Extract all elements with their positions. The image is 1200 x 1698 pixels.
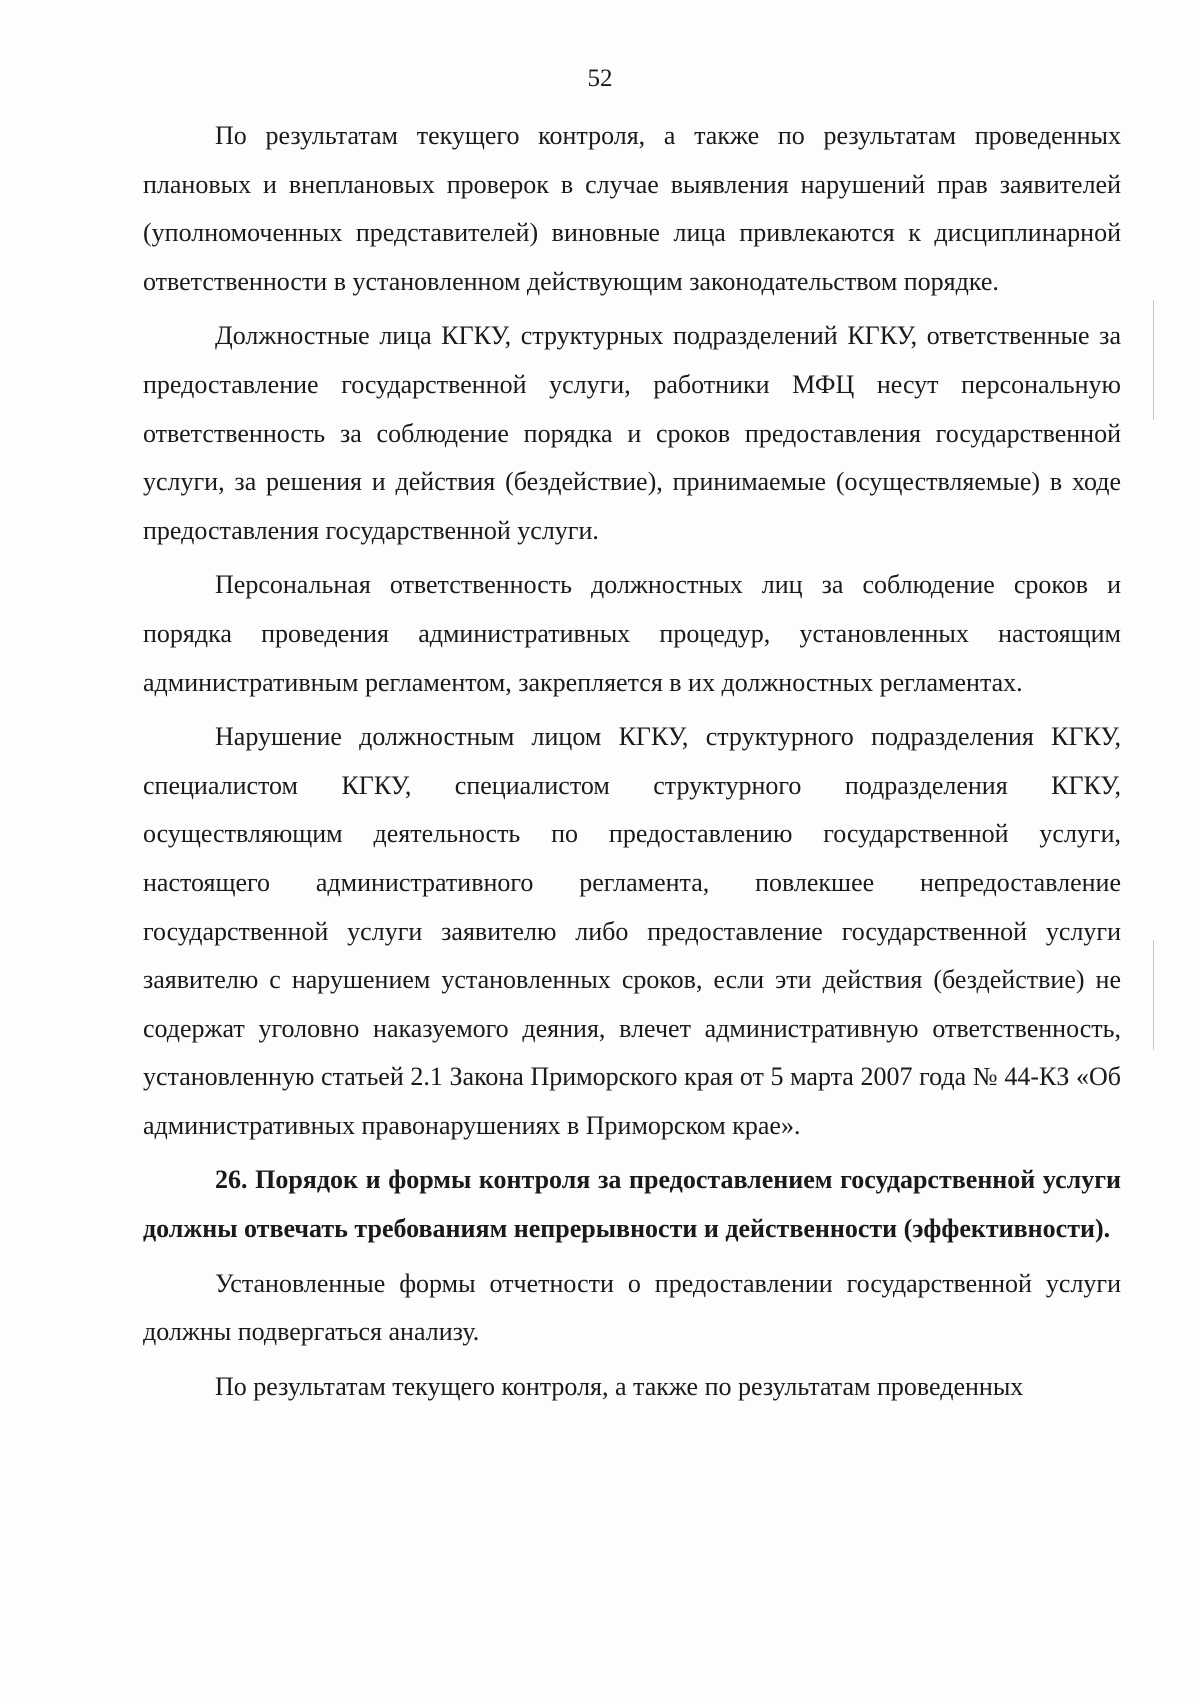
scan-edge-mark (1153, 940, 1154, 1050)
document-body (143, 112, 1121, 1417)
paragraph-reporting-forms: Установленные формы отчетности о предоставлении государственной услуги должны подвергаться анализу. (143, 1268, 1121, 1347)
paragraph-continuation: По результатам текущего контроля, а также по результатам проведенных (215, 1371, 1024, 1401)
section-heading-26: 26. Порядок и формы контроля за предоставлением государственной услуги должны отвечать требованиям непрерывности и действенности (эффективности). (143, 1165, 1121, 1244)
paragraph-administrative-liability: Нарушение должностным лицом КГКУ, структурного подразделения КГКУ, специалистом КГКУ, специалистом структурного подразделения КГКУ, осуществляющим деятельность по предоставлению государственной услуги, настоящего административного регламента, повлекшее непредоставление государственной услуги заявителю либо предоставление государственной услуги заявителю с нарушением установленных сроков, если эти действия (бездействие) не содержат уголовно наказуемого деяния, влечет административную ответственность, установленную статьей 2.1 Закона Приморского края от 5 марта 2007 года № 44-КЗ «Об административных правонарушениях в Приморском крае». (143, 722, 1121, 1140)
paragraph-personal-responsibility: Должностные лица КГКУ, структурных подразделений КГКУ, ответственные за предоставление государственной услуги, работники МФЦ несут персональную ответственность за соблюдение порядка и сроков предоставления государственной услуги, за решения и действия (бездействие), принимаемые (осуществляемые) в ходе предоставления государственной услуги. (143, 321, 1121, 545)
page-number: 52 (587, 65, 613, 92)
scan-edge-mark (1153, 300, 1154, 420)
paragraph-liability-disciplinary: По результатам текущего контроля, а также по результатам проведенных плановых и внеплановых проверок в случае выявления нарушений прав заявителей (уполномоченных представителей) виновные лица привлекаются к дисциплинарной ответственности в установленном действующим законодательством порядке. (143, 121, 1121, 296)
paragraph-job-regulations: Персональная ответственность должностных лиц за соблюдение сроков и порядка проведения административных процедур, установленных настоящим административным регламентом, закрепляется в их должностных регламентах. (143, 570, 1121, 697)
